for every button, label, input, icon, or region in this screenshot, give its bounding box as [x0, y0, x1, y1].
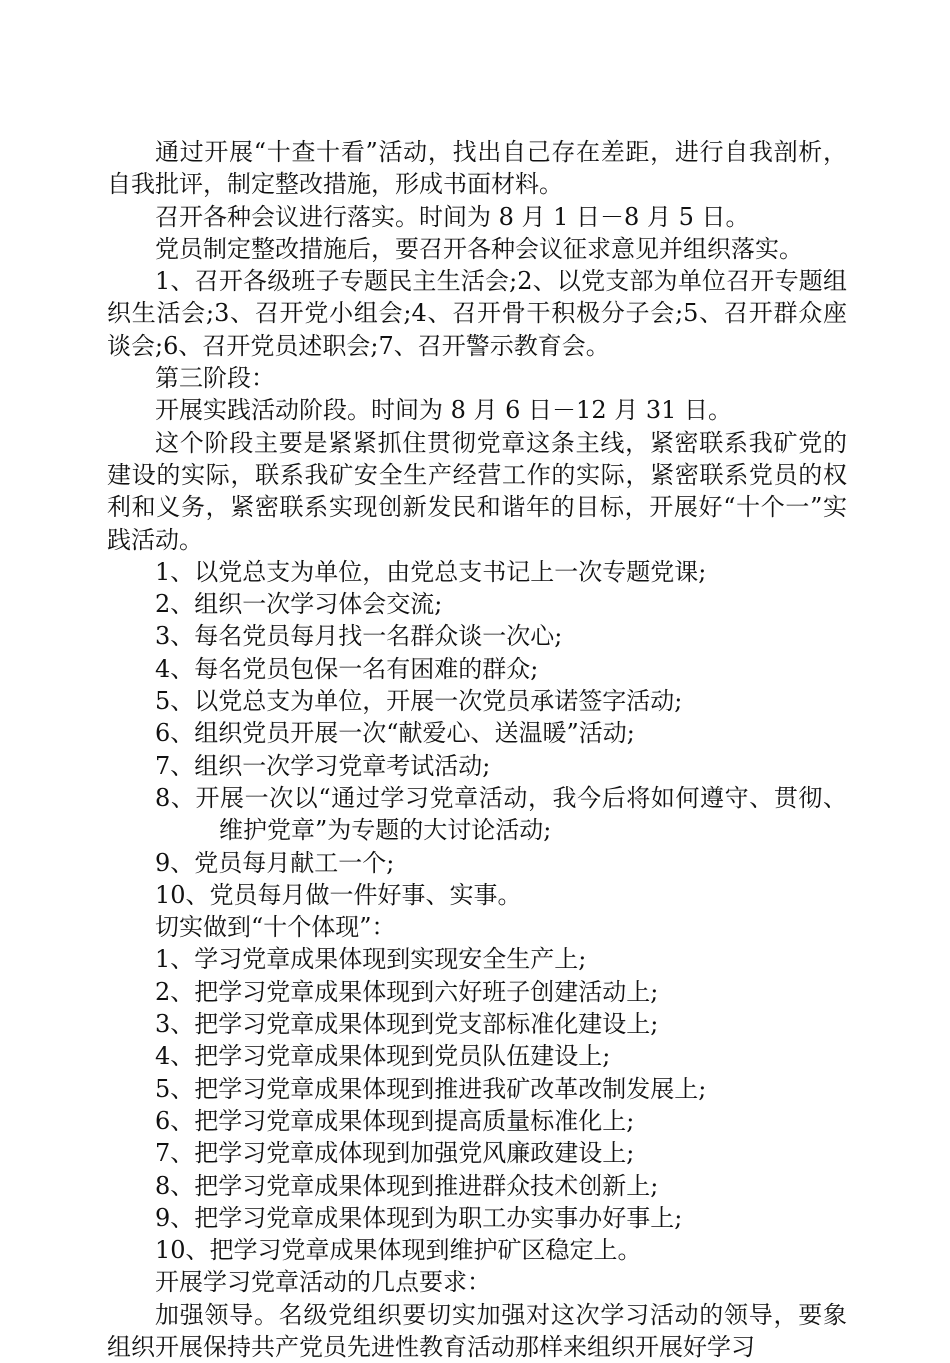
- list-item: 9、把学习党章成果体现到为职工办实事办好事上;: [155, 1203, 683, 1232]
- paragraph-meetings-list: 1、召开各级班子专题民主生活会;2、以党支部为单位召开专题组织生活会;3、召开党小组会;4、召开骨干积极分子会;5、召开群众座谈会;6、召开党员述职会;7、召开警示教育会。: [107, 267, 847, 360]
- list-item: 6、把学习党章成果体现到提高质量标准化上;: [155, 1106, 635, 1135]
- paragraph-practice-time: 开展实践活动阶段。时间为 8 月 6 日－12 月 31 日。: [155, 396, 733, 425]
- paragraph-meetings-time: 召开各种会议进行落实。时间为 8 月 1 日－8 月 5 日。: [155, 202, 750, 231]
- list-item: 5、以党总支为单位，开展一次党员承诺签字活动;: [155, 687, 683, 716]
- list-item: 10、党员每月做一件好事、实事。: [155, 880, 522, 909]
- paragraph-leadership: 加强领导。名级党组织要切实加强对这次学习活动的领导，要象组织开展保持共产党员先进性教育活动那样来组织开展好学习: [107, 1300, 847, 1361]
- list-item: 1、以党总支为单位，由党总支书记上一次专题党课;: [155, 557, 707, 586]
- paragraph-meetings-intro: 党员制定整改措施后，要召开各种会议征求意见并组织落实。: [155, 234, 803, 263]
- section-heading-ten-reflections: 切实做到“十个体现”：: [155, 913, 396, 942]
- list-item: 2、把学习党章成果体现到六好班子创建活动上;: [155, 977, 659, 1006]
- list-item: 7、组织一次学习党章考试活动;: [155, 751, 491, 780]
- list-item: 8、开展一次以“通过学习党章活动，我今后将如何遵守、贯彻、维护党章”为专题的大讨论活动;: [155, 783, 847, 845]
- list-item: 7、把学习党章成体现到加强党风廉政建设上;: [155, 1139, 635, 1168]
- list-item: 6、组织党员开展一次“献爱心、送温暖”活动;: [155, 719, 635, 748]
- list-item: 4、每名党员包保一名有困难的群众;: [155, 654, 539, 683]
- list-item: 1、学习党章成果体现到实现安全生产上;: [155, 945, 587, 974]
- list-item: 3、每名党员每月找一名群众谈一次心;: [155, 622, 563, 651]
- list-item: 5、把学习党章成果体现到推进我矿改革改制发展上;: [155, 1074, 707, 1103]
- paragraph-practice-intro: 这个阶段主要是紧紧抓住贯彻党章这条主线，紧密联系我矿党的建设的实际，联系我矿安全生产经营工作的实际，紧密联系党员的权利和义务，紧密联系实现创新发民和谐年的目标，开展好“十个一”实践活动。: [107, 428, 847, 554]
- section-heading-requirements: 开展学习党章活动的几点要求：: [155, 1268, 491, 1297]
- list-item: 3、把学习党章成果体现到党支部标准化建设上;: [155, 1010, 659, 1039]
- section-heading-stage-three: 第三阶段：: [155, 364, 275, 393]
- list-item: 4、把学习党章成果体现到党员队伍建设上;: [155, 1042, 611, 1071]
- paragraph-self-analysis: 通过开展“十查十看”活动，找出自己存在差距，进行自我剖析，自我批评，制定整改措施，形成书面材料。: [107, 138, 847, 199]
- list-item: 10、把学习党章成果体现到维护矿区稳定上。: [155, 1236, 642, 1265]
- document-body: [107, 136, 847, 1363]
- list-item: 2、组织一次学习体会交流;: [155, 590, 443, 619]
- list-item: 9、党员每月献工一个;: [155, 848, 395, 877]
- list-item: 8、把学习党章成果体现到推进群众技术创新上;: [155, 1171, 659, 1200]
